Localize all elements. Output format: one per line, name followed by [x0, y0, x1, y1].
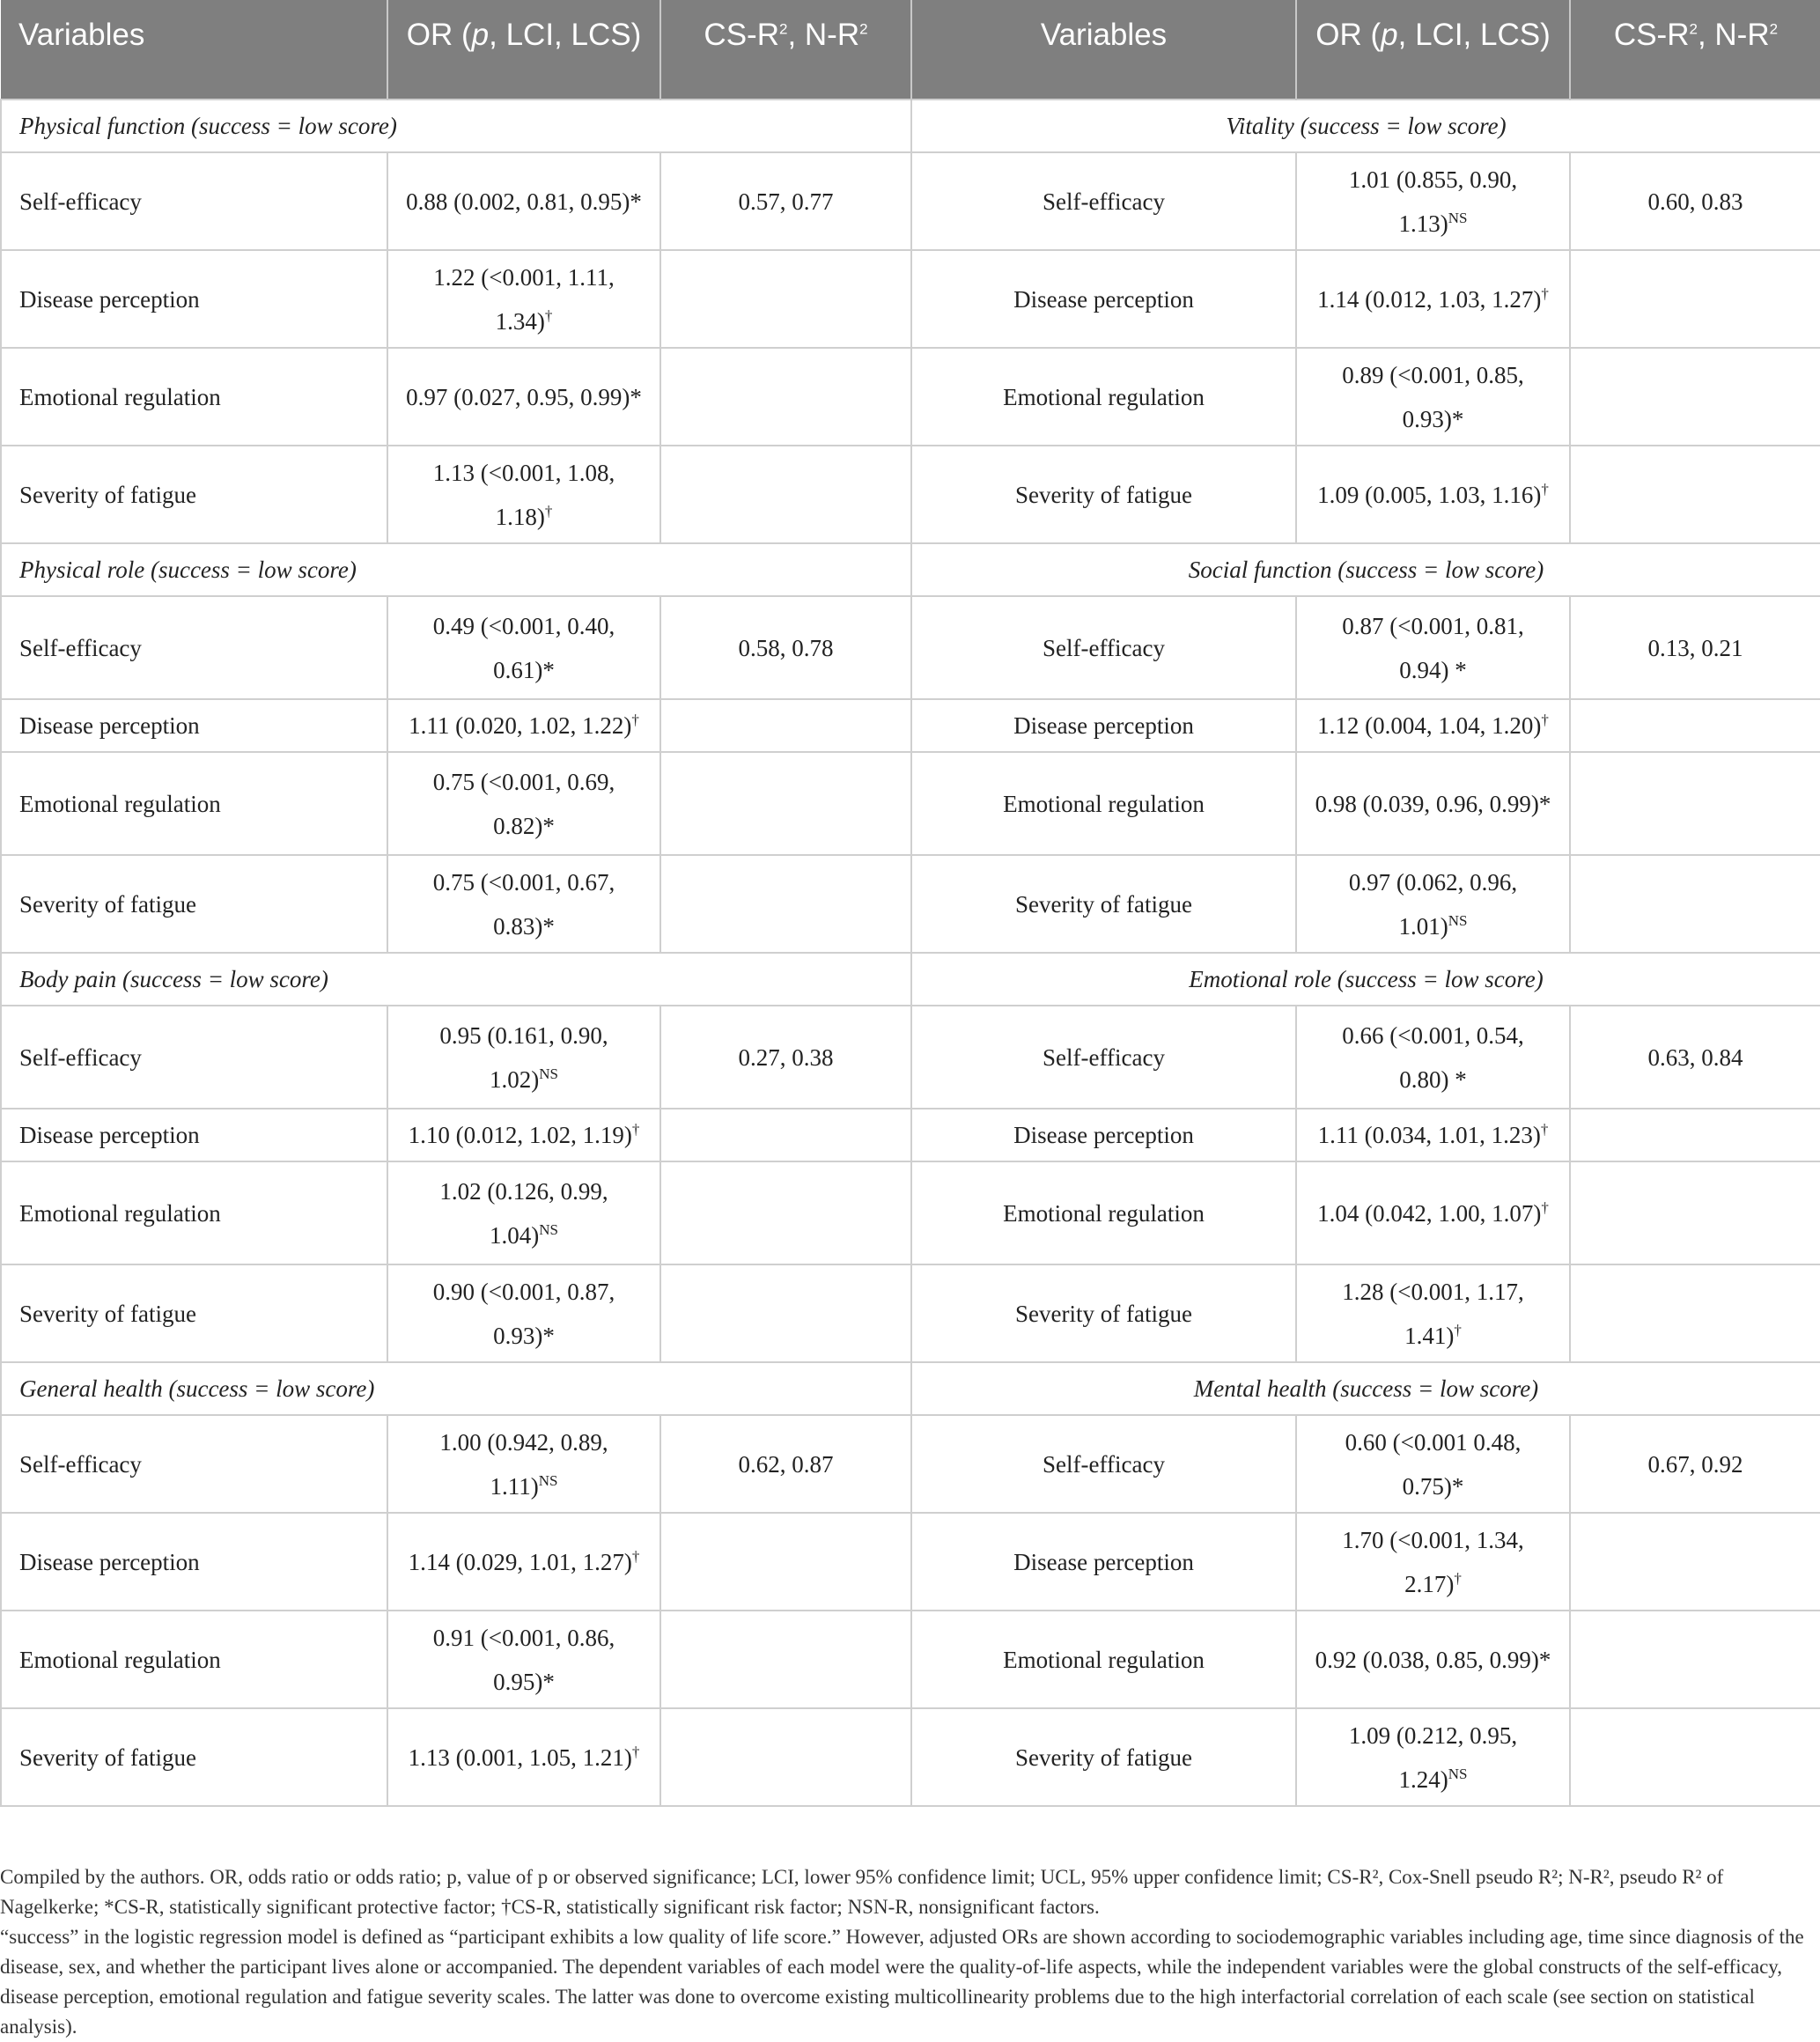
pseudo-r2-left	[660, 1708, 911, 1806]
odds-ratio-left	[387, 250, 660, 348]
table-row	[1, 699, 1820, 752]
odds-ratio-right	[1296, 348, 1570, 446]
table-row	[1, 1611, 1820, 1708]
table-row	[1, 1109, 1820, 1161]
table-row	[1, 446, 1820, 543]
pseudo-r2-left	[660, 1109, 911, 1161]
variable-name-left: Disease perception	[1, 1513, 387, 1611]
significance-marker: †	[631, 1121, 640, 1138]
significance-marker: †	[1454, 1569, 1462, 1587]
significance-marker: NS	[1448, 911, 1468, 929]
variable-name-right: Self-efficacy	[911, 1006, 1296, 1109]
odds-ratio-value: 0.97 (0.027, 0.95, 0.99)*	[406, 383, 642, 410]
section-row	[1, 543, 1820, 596]
significance-marker: †	[631, 711, 639, 728]
section-title-left: Physical role (success = low score)	[1, 543, 911, 596]
odds-ratio-right	[1296, 250, 1570, 348]
odds-ratio-left	[387, 1006, 660, 1109]
odds-ratio-right	[1296, 1708, 1570, 1806]
section-title-left: Body pain (success = low score)	[1, 953, 911, 1006]
section-title-left: Physical function (success = low score)	[1, 100, 911, 152]
variable-name-right: Emotional regulation	[911, 1161, 1296, 1264]
variable-name-left: Disease perception	[1, 699, 387, 752]
pseudo-r2-left	[660, 348, 911, 446]
odds-ratio-value: 1.10 (0.012, 1.02, 1.19)	[408, 1122, 632, 1148]
section-title-left: General health (success = low score)	[1, 1362, 911, 1415]
footnote-abbreviations: Compiled by the authors. OR, odds ratio or odds ratio; p, value of p or observed significance; LCI, lower 95% confidence limit; UCL, 95% upper confidence limit; CS-R², Cox-Snell pseudo R²; N-R², pseudo R² of Nagelkerke; *CS-R, statistically significant protective factor; †CS-R, statistically significant risk factor; NSN-R, nonsignificant factors.	[0, 1866, 1724, 1918]
odds-ratio-left	[387, 1708, 660, 1806]
section-title-right: Vitality (success = low score)	[911, 100, 1820, 152]
odds-ratio-value: 1.01 (0.855, 0.90, 1.13)	[1348, 166, 1518, 237]
odds-ratio-value: 1.09 (0.005, 1.03, 1.16)	[1317, 481, 1542, 508]
pseudo-r2-right	[1570, 1513, 1820, 1611]
significance-marker: †	[1541, 711, 1549, 728]
pseudo-r2-left: 0.58, 0.78	[660, 596, 911, 699]
variable-name-right: Severity of fatigue	[911, 446, 1296, 543]
variable-name-left: Disease perception	[1, 1109, 387, 1161]
pseudo-r2-right	[1570, 1161, 1820, 1264]
table-row	[1, 596, 1820, 699]
odds-ratio-value: 1.04 (0.042, 1.00, 1.07)	[1317, 1199, 1542, 1227]
section-row	[1, 953, 1820, 1006]
odds-ratio-left	[387, 1264, 660, 1362]
section-row	[1, 100, 1820, 152]
significance-marker: NS	[1448, 209, 1468, 226]
variable-name-right: Disease perception	[911, 250, 1296, 348]
table-row	[1, 1264, 1820, 1362]
pseudo-r2-right	[1570, 250, 1820, 348]
significance-marker: †	[631, 1743, 640, 1760]
odds-ratio-left	[387, 1611, 660, 1708]
odds-ratio-left	[387, 1513, 660, 1611]
variable-name-right: Disease perception	[911, 1109, 1296, 1161]
variable-name-right: Self-efficacy	[911, 152, 1296, 250]
pseudo-r2-right	[1570, 1264, 1820, 1362]
odds-ratio-value: 0.88 (0.002, 0.81, 0.95)*	[406, 188, 642, 215]
variable-name-right: Emotional regulation	[911, 348, 1296, 446]
variable-name-right: Disease perception	[911, 1513, 1296, 1611]
odds-ratio-value: 0.92 (0.038, 0.85, 0.99)*	[1315, 1646, 1551, 1673]
odds-ratio-right	[1296, 855, 1570, 953]
footnote-model-description: “success” in the logistic regression model is defined as “participant exhibits a low quality of life score.” However, adjusted ORs are shown according to sociodemographic variables including age, time since diagnosis of the disease, sex, and whether the participant lives alone or accompanied. The dependent variables of each model were the quality-of-life aspects, while the independent variables were the global constructs of the self-efficacy, disease perception, emotional regulation and fatigue severity scales. The latter was done to overcome existing multicollinearity problems due to the high interfactorial correlation of each scale (see section on statistical analysis).	[0, 1926, 1804, 2038]
pseudo-r2-right	[1570, 1708, 1820, 1806]
odds-ratio-right	[1296, 152, 1570, 250]
odds-ratio-value: 0.97 (0.062, 0.96, 1.01)	[1348, 868, 1518, 940]
odds-ratio-value: 0.66 (<0.001, 0.54, 0.80) *	[1342, 1021, 1524, 1093]
odds-ratio-value: 0.89 (<0.001, 0.85, 0.93)*	[1342, 361, 1524, 432]
pseudo-r2-left	[660, 752, 911, 855]
pseudo-r2-left	[660, 1264, 911, 1362]
variable-name-left: Self-efficacy	[1, 596, 387, 699]
table-row	[1, 1006, 1820, 1109]
odds-ratio-value: 1.12 (0.004, 1.04, 1.20)	[1317, 712, 1542, 739]
variable-name-left: Self-efficacy	[1, 1006, 387, 1109]
variable-name-left: Self-efficacy	[1, 152, 387, 250]
table-row	[1, 152, 1820, 250]
significance-marker: †	[544, 502, 553, 520]
significance-marker: †	[1541, 284, 1549, 302]
table-row	[1, 1415, 1820, 1513]
odds-ratio-value: 1.22 (<0.001, 1.11, 1.34)	[433, 263, 615, 335]
pseudo-r2-left: 0.57, 0.77	[660, 152, 911, 250]
significance-marker: †	[631, 1547, 640, 1565]
odds-ratio-right	[1296, 1109, 1570, 1161]
odds-ratio-right	[1296, 752, 1570, 855]
section-title-right: Mental health (success = low score)	[911, 1362, 1820, 1415]
odds-ratio-value: 1.14 (0.029, 1.01, 1.27)	[408, 1548, 632, 1575]
header-or-left: OR (p, LCI, LCS)	[387, 0, 660, 100]
odds-ratio-value: 1.14 (0.012, 1.03, 1.27)	[1317, 285, 1542, 313]
odds-ratio-right	[1296, 446, 1570, 543]
pseudo-r2-right	[1570, 1109, 1820, 1161]
significance-marker: NS	[1448, 1765, 1468, 1782]
variable-name-right: Disease perception	[911, 699, 1296, 752]
significance-marker: †	[1454, 1321, 1462, 1338]
significance-marker: NS	[539, 1220, 558, 1238]
odds-ratio-value: 0.87 (<0.001, 0.81, 0.94) *	[1342, 612, 1524, 683]
variable-name-left: Severity of fatigue	[1, 855, 387, 953]
variable-name-right: Severity of fatigue	[911, 1264, 1296, 1362]
variable-name-right: Self-efficacy	[911, 596, 1296, 699]
table-row	[1, 250, 1820, 348]
odds-ratio-value: 0.95 (0.161, 0.90, 1.02)	[439, 1021, 608, 1093]
pseudo-r2-left	[660, 855, 911, 953]
table-row	[1, 855, 1820, 953]
header-variables-right: Variables	[911, 0, 1296, 100]
odds-ratio-value: 1.28 (<0.001, 1.17, 1.41)	[1342, 1278, 1524, 1349]
variable-name-left: Disease perception	[1, 250, 387, 348]
odds-ratio-value: 0.90 (<0.001, 0.87, 0.93)*	[432, 1278, 615, 1349]
variable-name-left: Emotional regulation	[1, 1161, 387, 1264]
header-row	[1, 0, 1820, 100]
significance-marker: †	[1540, 1121, 1549, 1138]
section-title-right: Emotional role (success = low score)	[911, 953, 1820, 1006]
variable-name-right: Severity of fatigue	[911, 1708, 1296, 1806]
odds-ratio-right	[1296, 1611, 1570, 1708]
odds-ratio-value: 0.49 (<0.001, 0.40, 0.61)*	[432, 612, 615, 683]
pseudo-r2-right	[1570, 1611, 1820, 1708]
variable-name-left: Emotional regulation	[1, 752, 387, 855]
odds-ratio-right	[1296, 596, 1570, 699]
odds-ratio-left	[387, 1161, 660, 1264]
odds-ratio-right	[1296, 1264, 1570, 1362]
pseudo-r2-left	[660, 699, 911, 752]
pseudo-r2-right: 0.60, 0.83	[1570, 152, 1820, 250]
pseudo-r2-right	[1570, 699, 1820, 752]
variable-name-left: Emotional regulation	[1, 1611, 387, 1708]
odds-ratio-value: 0.60 (<0.001 0.48, 0.75)*	[1345, 1428, 1522, 1500]
odds-ratio-value: 1.00 (0.942, 0.89, 1.11)	[439, 1428, 608, 1500]
odds-ratio-right	[1296, 1161, 1570, 1264]
odds-ratio-left	[387, 446, 660, 543]
significance-marker: †	[1541, 1198, 1549, 1216]
odds-ratio-left	[387, 152, 660, 250]
pseudo-r2-right	[1570, 752, 1820, 855]
section-title-right: Social function (success = low score)	[911, 543, 1820, 596]
pseudo-r2-right	[1570, 446, 1820, 543]
pseudo-r2-right	[1570, 855, 1820, 953]
odds-ratio-left	[387, 855, 660, 953]
significance-marker: †	[544, 306, 553, 324]
variable-name-left: Emotional regulation	[1, 348, 387, 446]
variable-name-right: Severity of fatigue	[911, 855, 1296, 953]
table-row	[1, 1161, 1820, 1264]
pseudo-r2-right: 0.13, 0.21	[1570, 596, 1820, 699]
odds-ratio-value: 1.02 (0.126, 0.99, 1.04)	[439, 1177, 608, 1249]
significance-marker: NS	[538, 1471, 558, 1489]
table-row	[1, 752, 1820, 855]
odds-ratio-right	[1296, 1006, 1570, 1109]
table-footnotes	[0, 1862, 1809, 2042]
odds-ratio-value: 1.70 (<0.001, 1.34, 2.17)	[1342, 1526, 1524, 1597]
odds-ratio-right	[1296, 1415, 1570, 1513]
variable-name-left: Severity of fatigue	[1, 1708, 387, 1806]
table-row	[1, 348, 1820, 446]
odds-ratio-value: 1.09 (0.212, 0.95, 1.24)	[1348, 1721, 1518, 1793]
section-row	[1, 1362, 1820, 1415]
pseudo-r2-left	[660, 1161, 911, 1264]
header-r2-right: $CS-R^2$, $N-R^2$	[1570, 0, 1820, 100]
variable-name-right: Emotional regulation	[911, 1611, 1296, 1708]
pseudo-r2-right: 0.63, 0.84	[1570, 1006, 1820, 1109]
pseudo-r2-left	[660, 250, 911, 348]
odds-ratio-value: 0.91 (<0.001, 0.86, 0.95)*	[432, 1624, 615, 1695]
pseudo-r2-left: 0.27, 0.38	[660, 1006, 911, 1109]
variable-name-left: Self-efficacy	[1, 1415, 387, 1513]
odds-ratio-value: 0.75 (<0.001, 0.69, 0.82)*	[432, 768, 615, 839]
odds-ratio-value: 1.13 (<0.001, 1.08, 1.18)	[432, 459, 615, 530]
variable-name-left: Severity of fatigue	[1, 1264, 387, 1362]
odds-ratio-left	[387, 348, 660, 446]
odds-ratio-left	[387, 1415, 660, 1513]
odds-ratio-left	[387, 699, 660, 752]
odds-ratio-value: 1.11 (0.034, 1.01, 1.23)	[1317, 1122, 1541, 1148]
pseudo-r2-right	[1570, 348, 1820, 446]
odds-ratio-left	[387, 596, 660, 699]
odds-ratio-value: 1.13 (0.001, 1.05, 1.21)	[408, 1743, 632, 1771]
pseudo-r2-right: 0.67, 0.92	[1570, 1415, 1820, 1513]
odds-ratio-left	[387, 1109, 660, 1161]
variable-name-right: Emotional regulation	[911, 752, 1296, 855]
pseudo-r2-left: 0.62, 0.87	[660, 1415, 911, 1513]
significance-marker: †	[1541, 480, 1549, 498]
variable-name-left: Severity of fatigue	[1, 446, 387, 543]
pseudo-r2-left	[660, 446, 911, 543]
odds-ratio-right	[1296, 699, 1570, 752]
odds-ratio-right	[1296, 1513, 1570, 1611]
odds-ratio-value: 0.75 (<0.001, 0.67, 0.83)*	[432, 868, 615, 940]
header-or-right: OR (p, LCI, LCS)	[1296, 0, 1570, 100]
odds-ratio-value: 0.98 (0.039, 0.96, 0.99)*	[1315, 790, 1551, 817]
header-variables-left: Variables	[1, 0, 387, 100]
variable-name-right: Self-efficacy	[911, 1415, 1296, 1513]
significance-marker: NS	[539, 1065, 558, 1082]
odds-ratio-left	[387, 752, 660, 855]
pseudo-r2-left	[660, 1611, 911, 1708]
table-row	[1, 1708, 1820, 1806]
header-r2-left: $CS-R^2$, $N-R^2$	[660, 0, 911, 100]
table-row	[1, 1513, 1820, 1611]
pseudo-r2-left	[660, 1513, 911, 1611]
odds-ratio-value: 1.11 (0.020, 1.02, 1.22)	[409, 712, 632, 739]
